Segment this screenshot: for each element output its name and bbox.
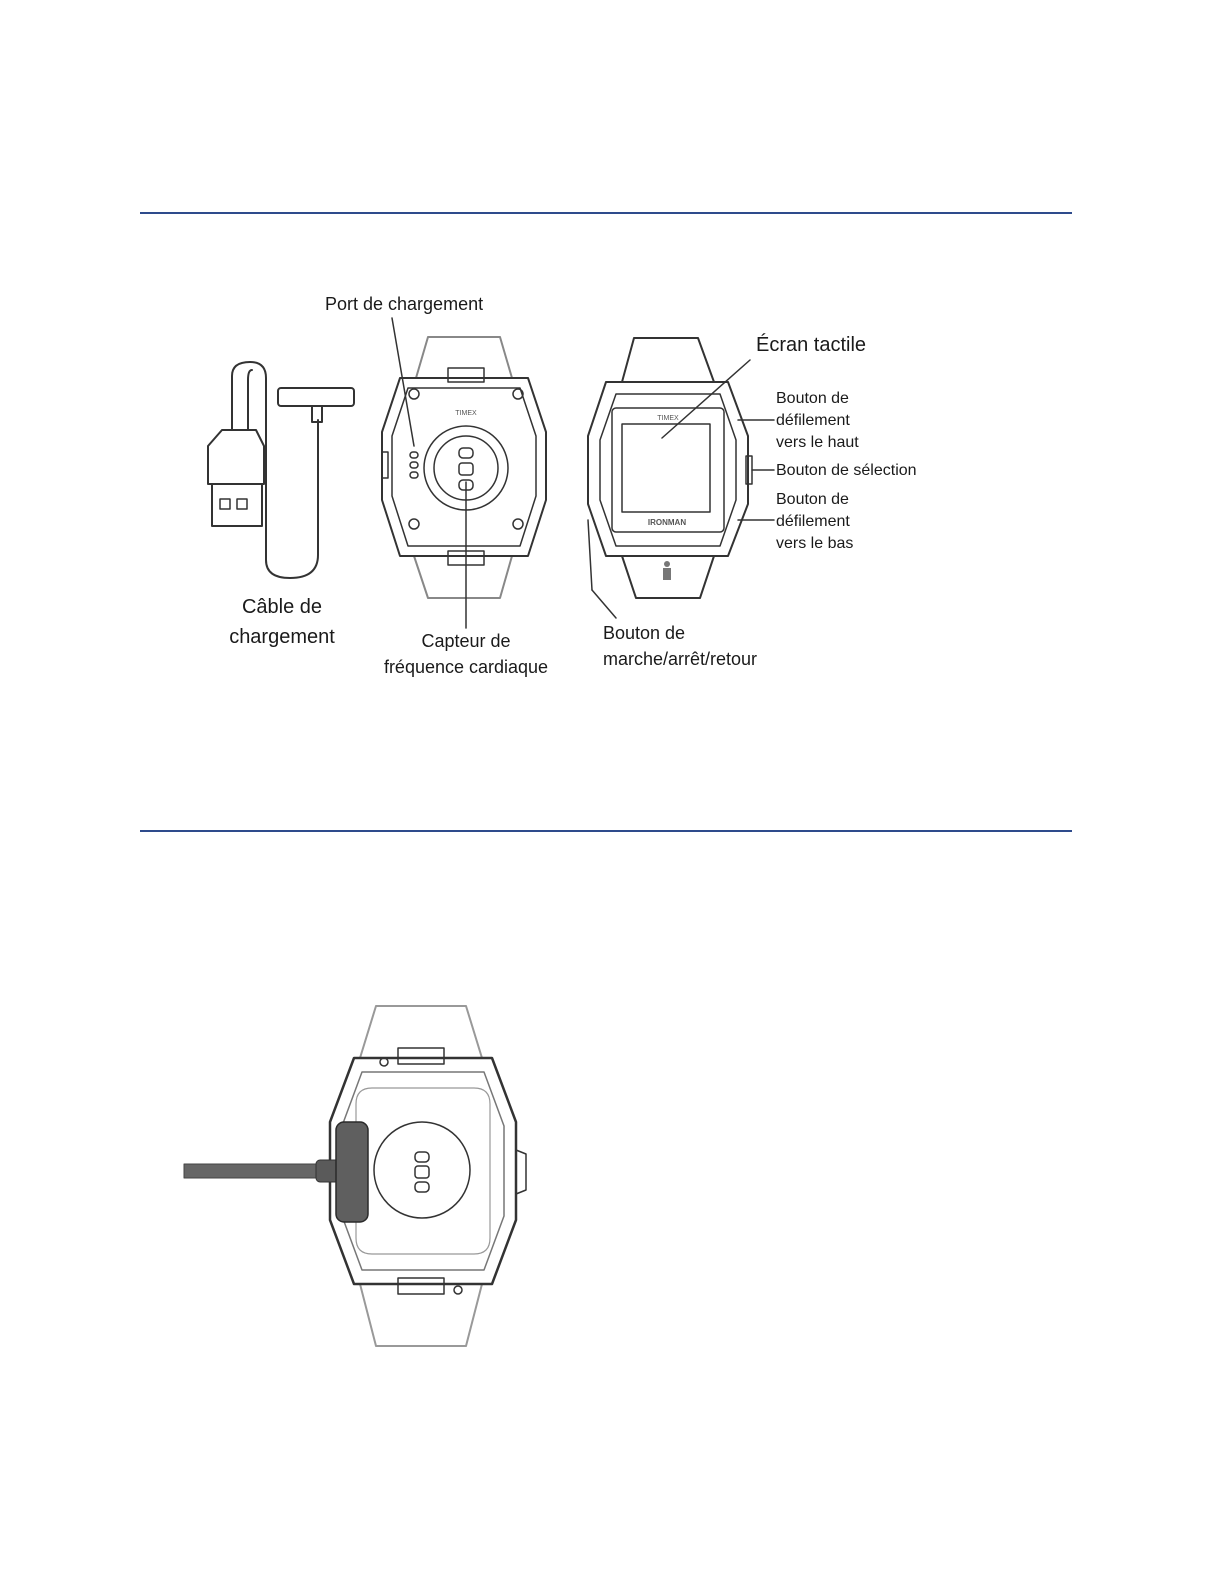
watch-front-brand-marking: TIMEX xyxy=(657,415,679,422)
charging-cable-illustration xyxy=(208,362,354,578)
label-charging-port: Port de chargement xyxy=(325,294,484,314)
label-scroll-up-line-3: vers le haut xyxy=(776,434,859,451)
label-cable-line-1: Câble de xyxy=(241,596,323,618)
label-scroll-down-line-3: vers le bas xyxy=(776,535,854,552)
label-scroll-down-line-1: Bouton de xyxy=(776,491,849,508)
section-divider-middle xyxy=(140,830,1072,832)
label-scroll-up-line-2: défilement xyxy=(776,412,850,429)
watch-back-charging-illustration xyxy=(184,1006,526,1346)
label-hr-line-1: Capteur de xyxy=(421,631,511,651)
label-touch-screen: Écran tactile xyxy=(756,334,867,356)
charging-connection-diagram xyxy=(0,980,1224,1360)
label-charging-cable xyxy=(222,592,342,652)
label-hr-line-2: fréquence cardiaque xyxy=(383,657,549,677)
watch-front-illustration xyxy=(588,338,774,618)
watch-back-illustration xyxy=(382,318,546,628)
watch-front-model-marking: IRONMAN xyxy=(647,518,687,527)
label-select-button: Bouton de sélection xyxy=(776,462,917,479)
label-heart-rate-sensor xyxy=(376,628,556,680)
label-cable-line-2: chargement xyxy=(229,626,335,648)
label-power-line-1: Bouton de xyxy=(603,623,686,643)
label-power-back-button xyxy=(603,620,757,672)
label-scroll-up-line-1: Bouton de xyxy=(776,390,849,407)
label-scroll-down-line-2: défilement xyxy=(776,513,850,530)
label-power-line-2: marche/arrêt/retour xyxy=(603,649,758,669)
label-scroll-down-button xyxy=(776,489,853,555)
label-scroll-up-button xyxy=(776,388,859,454)
watch-back-brand-marking: TIMEX xyxy=(455,410,477,417)
